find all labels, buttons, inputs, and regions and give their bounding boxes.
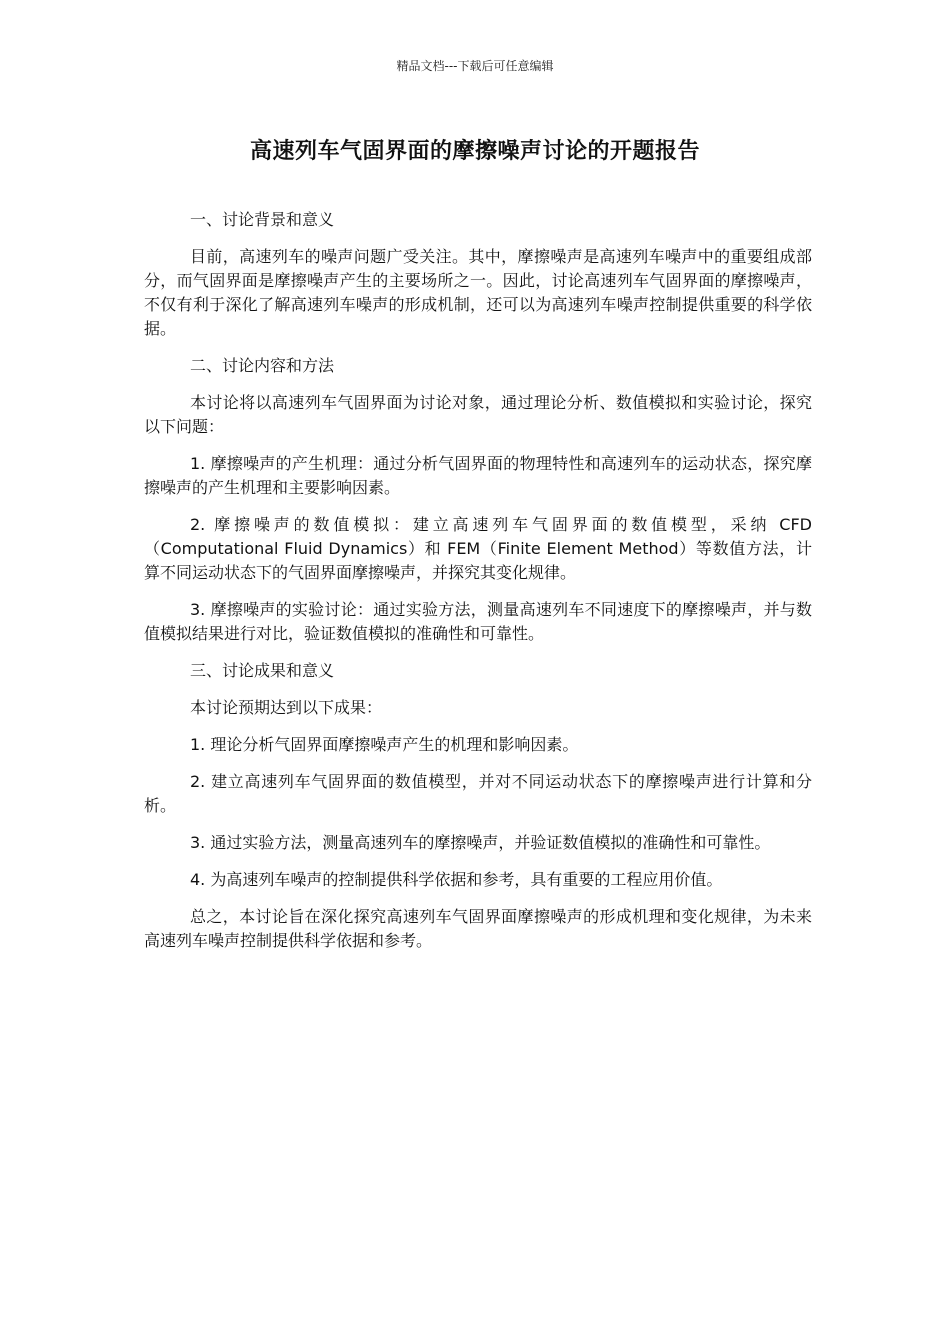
paragraph-conclusion: 总之，本讨论旨在深化探究高速列车气固界面摩擦噪声的形成机理和变化规律，为未来高速列车噪声控制提供科学依据和参考。 xyxy=(144,907,812,950)
section-heading-background: 一、讨论背景和意义 xyxy=(190,210,335,229)
paragraph-results-intro: 本讨论预期达到以下成果： xyxy=(190,698,383,717)
document-body xyxy=(144,208,812,966)
list-item-simulation: 2. 摩擦噪声的数值模拟：建立高速列车气固界面的数值模型，采纳 CFD（Computational Fluid Dynamics）和 FEM（Finite Element Method）等数值方法，计算不同运动状态下的气固界面摩擦噪声，并探究其变化规律。 xyxy=(144,515,812,582)
paragraph-research-intro: 本讨论将以高速列车气固界面为讨论对象，通过理论分析、数值模拟和实验讨论，探究以下问题： xyxy=(144,393,812,436)
list-item-result-2: 2. 建立高速列车气固界面的数值模型，并对不同运动状态下的摩擦噪声进行计算和分析。 xyxy=(144,772,812,815)
list-item-experiment: 3. 摩擦噪声的实验讨论：通过实验方法，测量高速列车不同速度下的摩擦噪声，并与数值模拟结果进行对比，验证数值模拟的准确性和可靠性。 xyxy=(144,600,812,643)
list-item-result-1: 1. 理论分析气固界面摩擦噪声产生的机理和影响因素。 xyxy=(190,735,579,754)
section-heading-results: 三、讨论成果和意义 xyxy=(190,661,335,680)
list-item-mechanism: 1. 摩擦噪声的产生机理：通过分析气固界面的物理特性和高速列车的运动状态，探究摩擦噪声的产生机理和主要影响因素。 xyxy=(144,454,812,497)
list-item-result-3: 3. 通过实验方法，测量高速列车的摩擦噪声，并验证数值模拟的准确性和可靠性。 xyxy=(190,833,771,852)
header-note: 精品文档---下载后可任意编辑 xyxy=(396,59,554,73)
list-item-result-4: 4. 为高速列车噪声的控制提供科学依据和参考，具有重要的工程应用价值。 xyxy=(190,870,723,889)
document-title: 高速列车气固界面的摩擦噪声讨论的开题报告 xyxy=(249,139,700,164)
section-heading-content-method: 二、讨论内容和方法 xyxy=(190,356,335,375)
paragraph-background: 目前，高速列车的噪声问题广受关注。其中，摩擦噪声是高速列车噪声中的重要组成部分，而气固界面是摩擦噪声产生的主要场所之一。因此，讨论高速列车气固界面的摩擦噪声，不仅有利于深化了解高速列车噪声的形成机制，还可以为高速列车噪声控制提供重要的科学依据。 xyxy=(144,247,812,338)
